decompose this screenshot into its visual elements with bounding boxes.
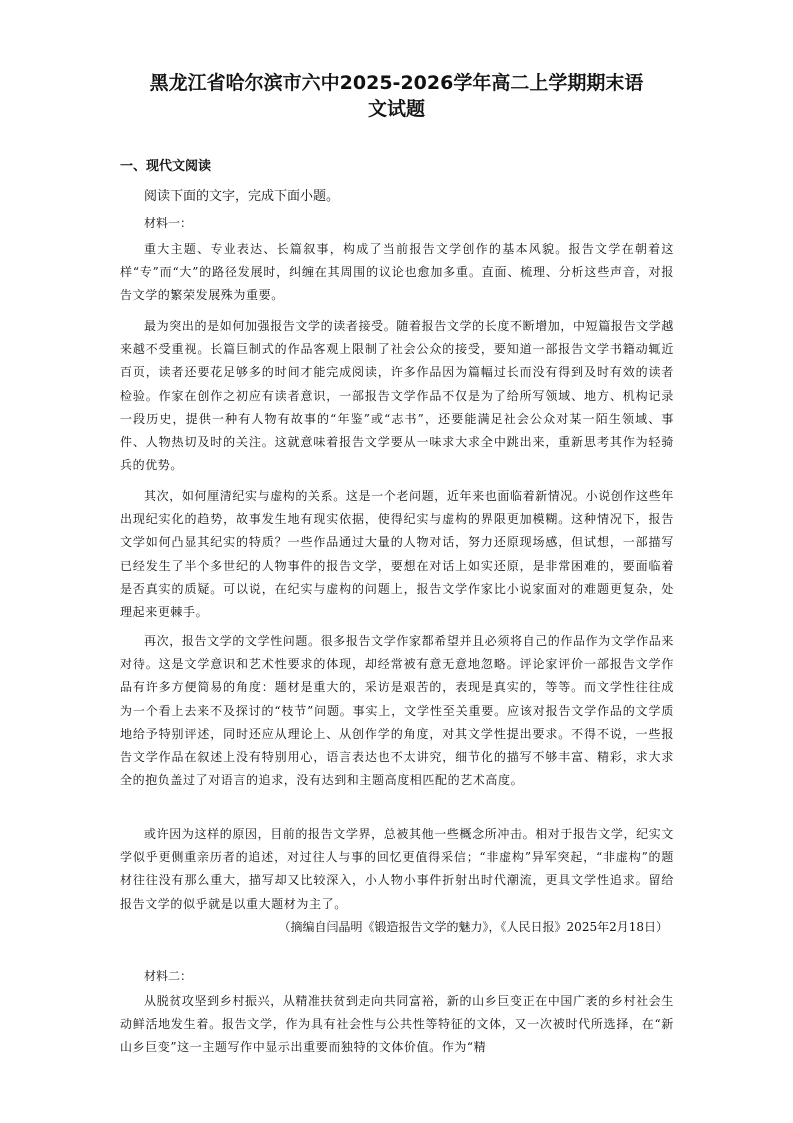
- material-1-paragraph: 最为突出的是如何加强报告文学的读者接受。随着报告文学的长度不断增加，中短篇报告文学越来越不受重视。长篇巨制式的作品客观上限制了社会公众的接受，要知道一部报告文学书籍动辄近百页，读者还要花足够多的时间才能完成阅读，许多作品因为篇幅过长而没有得到及时有效的读者检验。作家在创作之初应有读者意识，一部报告文学作品不仅是为了给所写领域、地方、机构记录一段历史，提供一种有人物有故事的“年鉴”或“志书”，还要能满足社会公众对某一陌生领域、事件、人物热切及时的关注。这就意味着报告文学要从一味求大求全中跳出来，重新思考其作为轻骑兵的优势。: [120, 319, 674, 473]
- material-1-paragraph: 其次，如何厘清纪实与虚构的关系。这是一个老问题，近年来也面临着新情况。小说创作这些年出现纪实化的趋势，故事发生地有现实依据，使得纪实与虚构的界限更加模糊。这种情况下，报告文学如何凸显其纪实的特质？一些作品通过大量的人物对话，努力还原现场感，但试想，一部描写已经发生了半个多世纪的人物事件的报告文学，要想在对话上如实还原，是非常困难的，要面临着是否真实的质疑。可以说，在纪实与虚构的问题上，报告文学作家比小说家面对的难题更复杂，处理起来更棘手。: [120, 489, 674, 620]
- document-title-line-2: 文试题: [367, 98, 425, 120]
- material-2-paragraph: 从脱贫攻坚到乡村振兴，从精准扶贫到走向共同富裕，新的山乡巨变正在中国广袤的乡村社会生动鲜活地发生着。报告文学，作为具有社会性与公共性等特征的文体，又一次被时代所选择，在“新山乡巨变”这一主题写作中显示出重要而独特的文体价值。作为“精: [120, 994, 674, 1055]
- material-1-paragraph: 或许因为这样的原因，目前的报告文学界，总被其他一些概念所冲击。相对于报告文学，纪实文学似乎更侧重亲历者的追述，对过往人与事的回忆更值得采信；“非虚构”异军突起，“非虚构”的题材往往没有那么重大，描写却又比较深入，小人物小事件折射出时代潮流，更具文学性追求。留给报告文学的似乎就是以重大题材为主了。: [120, 827, 674, 911]
- material-1-label: 材料一：: [144, 216, 193, 230]
- material-1-paragraph: 再次，报告文学的文学性问题。很多报告文学作家都希望并且必须将自己的作品作为文学作品来对待。这是文学意识和艺术性要求的体现，却经常被有意无意地忽略。评论家评价一部报告文学作品有许多方便简易的角度：题材是重大的，采访是艰苦的，表现是真实的，等等。而文学性往往成为一个看上去来不及探讨的“枝节”问题。事实上，文学性至关重要。应该对报告文学作品的文学质地给予特别评述，同时还应从理论上、从创作学的角度，对其文学性提出要求。不得不说，一些报告文学作品在叙述上没有特别用心，语言表达也不太讲究，细节化的描写不够丰富、精彩，求大求全的抱负盖过了对语言的追求，没有达到和主题高度相匹配的艺术高度。: [120, 634, 674, 788]
- section-heading: 一、现代文阅读: [120, 159, 212, 174]
- material-1-paragraph: 重大主题、专业表达、长篇叙事，构成了当前报告文学创作的基本风貌。报告文学在朝着这样“专”而“大”的路径发展时，纠缠在其周围的议论也愈加多重。直面、梳理、分析这些声音，对报告文学的繁荣发展殊为重要。: [120, 242, 674, 303]
- document-title-line-1: 黑龙江省哈尔滨市六中2025-2026学年高二上学期期末语: [149, 72, 644, 94]
- reading-instruction: 阅读下面的文字，完成下面小题。: [144, 189, 340, 204]
- material-2-label: 材料二：: [144, 969, 193, 983]
- material-1-source-citation: （摘编自闫晶明《锻造报告文学的魅力》，《人民日报》2025年2月18日）: [278, 920, 668, 934]
